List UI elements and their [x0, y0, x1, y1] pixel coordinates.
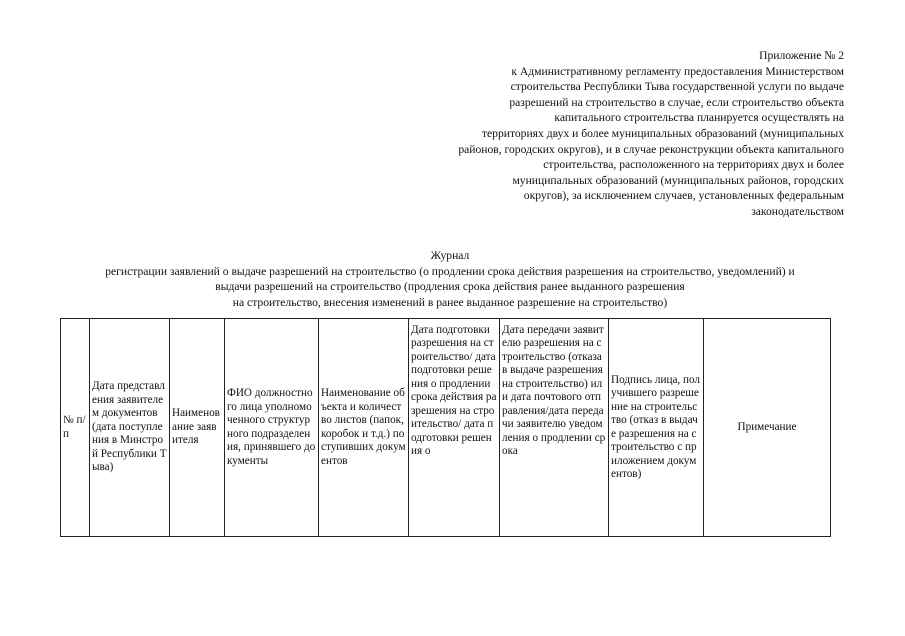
header-cell-official-name: ФИО должностного лица уполномоченного структурного подразделения, принявшего документы [225, 319, 319, 537]
appendix-line: к Административному регламенту предоставления Министерством [511, 64, 844, 78]
journal-heading [40, 248, 860, 310]
appendix-line: муниципальных образований (муниципальных районов, городских [512, 173, 844, 187]
appendix-block [360, 48, 844, 220]
appendix-line: территориях двух и более муниципальных образований (муниципальных [481, 126, 844, 140]
journal-subtitle-line: регистрации заявлений о выдаче разрешений на строительство (о продлении срока действия разрешения на строительство, уведомлений) и [105, 264, 795, 278]
appendix-line: законодательством [751, 204, 844, 218]
header-cell-preparation-date: Дата подготовки разрешения на строительство/ дата подготовки решения о продлении срока действия разрешения на строительство/ дата подготовки решения о [409, 319, 500, 537]
appendix-line: округов), за исключением случаев, установленных федеральным [523, 189, 844, 203]
table-header-row [61, 319, 831, 537]
journal-title: Журнал [430, 249, 470, 262]
appendix-line: районов, городских округов), и в случае реконструкции объекта капитального [458, 142, 844, 156]
journal-subtitle-line: выдачи разрешений на строительство (продления срока действия ранее выданного разрешения [215, 280, 685, 294]
appendix-line: разрешений на строительство в случае, если строительство объекта [509, 95, 844, 109]
appendix-line: строительства Республики Тыва государственной услуги по выдаче [510, 80, 844, 94]
registration-table [60, 318, 831, 537]
header-cell-submission-date: Дата представления заявителем документов (дата поступления в Минстрой Республики Тыва) [90, 319, 170, 537]
appendix-line: Приложение № 2 [759, 49, 844, 62]
header-cell-number: № п/п [61, 319, 90, 537]
header-cell-applicant-name: Наименование заявителя [170, 319, 225, 537]
header-cell-recipient-signature: Подпись лица, получившего разрешение на строительство (отказ в выдаче разрешения на строительство с приложением документов) [609, 319, 704, 537]
journal-subtitle-line: на строительство, внесения изменений в ранее выданное разрешение на строительство) [232, 295, 668, 309]
header-cell-object-name: Наименование объекта и количество листов (папок, коробок и т.д.) поступивших документов [319, 319, 409, 537]
header-cell-note: Примечание [704, 319, 831, 537]
header-cell-transfer-date: Дата передачи заявителю разрешения на строительство (отказа в выдаче разрешения на строительство) или дата почтового отправления/дата передачи заявителю уведомления о продлении срока [500, 319, 609, 537]
appendix-line: строительства, расположенного на территориях двух и более [543, 158, 844, 172]
appendix-line: капитального строительства планируется осуществлять на [554, 111, 844, 125]
